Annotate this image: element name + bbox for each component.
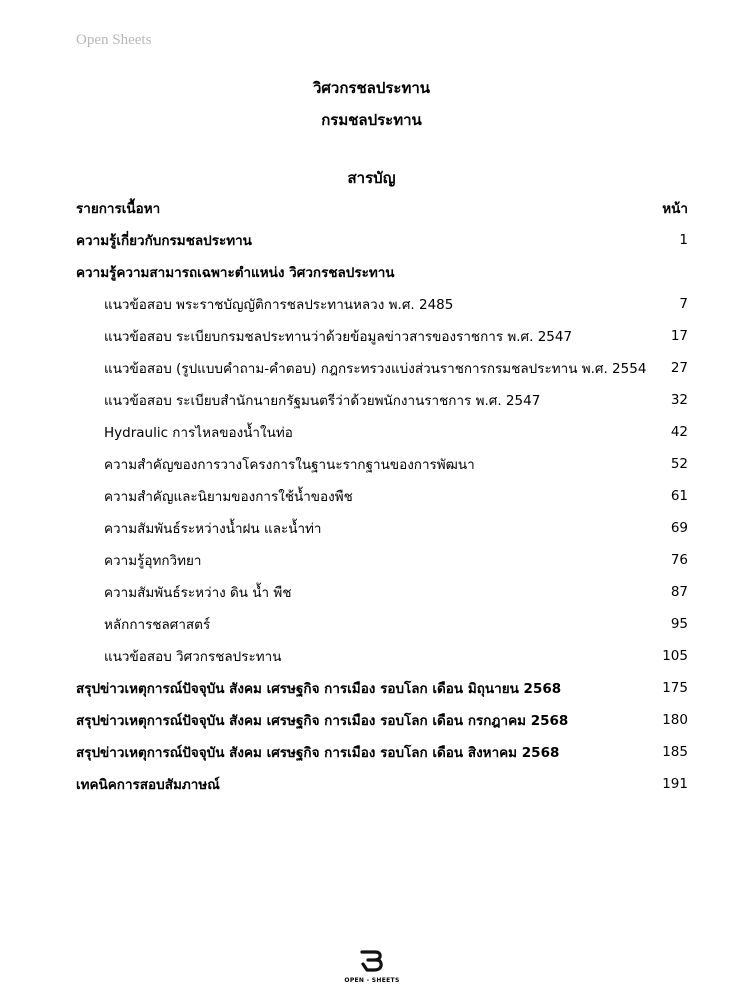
toc-entry-page: 32 [670,392,688,408]
footer-logo [340,950,404,984]
toc-entry-label: หลักการชลศาสตร์ [104,617,211,633]
toc-entry-page: 191 [662,776,688,792]
toc-entry[interactable] [76,293,688,315]
document-title: วิศวกรชลประทาน [312,79,431,97]
toc-entry[interactable] [76,389,688,411]
toc-entry-label: ความสำคัญและนิยามของการใช้น้ำของพืช [104,489,353,505]
toc-entry[interactable] [76,485,688,507]
toc-entry-page: 175 [662,680,688,696]
toc-entry-label: เทคนิคการสอบสัมภาษณ์ [76,777,220,793]
toc-entry-label: ความรู้เกี่ยวกับกรมชลประทาน [76,233,252,249]
toc-entry[interactable] [76,741,688,763]
document-subtitle: กรมชลประทาน [321,111,422,129]
toc-entry-page: 69 [670,520,688,536]
toc-entry[interactable] [76,229,688,251]
toc-entry[interactable] [76,325,688,347]
toc-entry[interactable] [76,549,688,571]
toc-entry-page: 76 [670,552,688,568]
toc-entry[interactable] [76,677,688,699]
toc-entry-label: สรุปข่าวเหตุการณ์ปัจจุบัน สังคม เศรษฐกิจ การเมือง รอบโลก เดือน กรกฎาคม 2568 [76,713,569,729]
column-header-page: หน้า [662,201,688,217]
toc-entry[interactable] [76,517,688,539]
watermark: Open Sheets [76,32,152,48]
toc-entry-label: แนวข้อสอบ วิศวกรชลประทาน [104,649,282,665]
toc-entry-label: ความสัมพันธ์ระหว่าง ดิน น้ำ พืช [104,585,292,601]
open-sheets-logo-icon [359,950,385,972]
toc-entry-label: สรุปข่าวเหตุการณ์ปัจจุบัน สังคม เศรษฐกิจ การเมือง รอบโลก เดือน มิถุนายน 2568 [76,681,562,697]
toc-entry[interactable] [76,645,688,667]
toc-entry-page: 27 [670,360,688,376]
toc-entry-label: แนวข้อสอบ ระเบียบสำนักนายกรัฐมนตรีว่าด้วยพนักงานราชการ พ.ศ. 2547 [104,393,541,409]
toc-entry-label: ความรู้อุทกวิทยา [104,553,202,569]
toc-entry-page: 105 [662,648,688,664]
toc-column-headers [76,197,688,219]
toc-entry-page: 7 [679,296,688,312]
toc-heading: สารบัญ [347,169,396,187]
toc-entry[interactable] [76,421,688,443]
toc-entry-label: ความสัมพันธ์ระหว่างน้ำฝน และน้ำท่า [104,521,322,537]
toc-entry-label: ความรู้ความสามารถเฉพาะตำแหน่ง วิศวกรชลประทาน [76,265,395,281]
toc-entry-page: 95 [670,616,688,632]
toc-entry-page: 42 [670,424,688,440]
toc-entry-label: แนวข้อสอบ ระเบียบกรมชลประทานว่าด้วยข้อมูลข่าวสารของราชการ พ.ศ. 2547 [104,329,573,345]
toc-entry[interactable] [76,773,688,795]
toc-entry-page: 185 [662,744,688,760]
toc-entry-page: 87 [670,584,688,600]
toc-entry-label: แนวข้อสอบ พระราชบัญญัติการชลประทานหลวง พ.ศ. 2485 [104,297,454,313]
toc-entry-page: 1 [679,232,688,248]
toc-entry-label: ความสำคัญของการวางโครงการในฐานะรากฐานของการพัฒนา [104,457,475,473]
column-header-contents: รายการเนื้อหา [76,201,161,217]
toc-entry-page: 180 [662,712,688,728]
toc-entry-label: Hydraulic การไหลของน้ำในท่อ [104,425,293,441]
toc-entry-label: สรุปข่าวเหตุการณ์ปัจจุบัน สังคม เศรษฐกิจ การเมือง รอบโลก เดือน สิงหาคม 2568 [76,745,560,761]
toc-entry-page: 52 [670,456,688,472]
toc-entry[interactable] [76,709,688,731]
toc-entry-page: 17 [670,328,688,344]
toc-entry-page: 61 [670,488,688,504]
logo-text: OPEN - SHEETS [344,977,400,984]
toc-entry[interactable] [76,261,688,283]
toc-entry[interactable] [76,453,688,475]
toc-entry[interactable] [76,613,688,635]
toc-entry-label: แนวข้อสอบ (รูปแบบคำถาม-คำตอบ) กฎกระทรวงแบ่งส่วนราชการกรมชลประทาน พ.ศ. 2554 [104,361,647,377]
toc-entry[interactable] [76,581,688,603]
toc-entry[interactable] [76,357,688,379]
